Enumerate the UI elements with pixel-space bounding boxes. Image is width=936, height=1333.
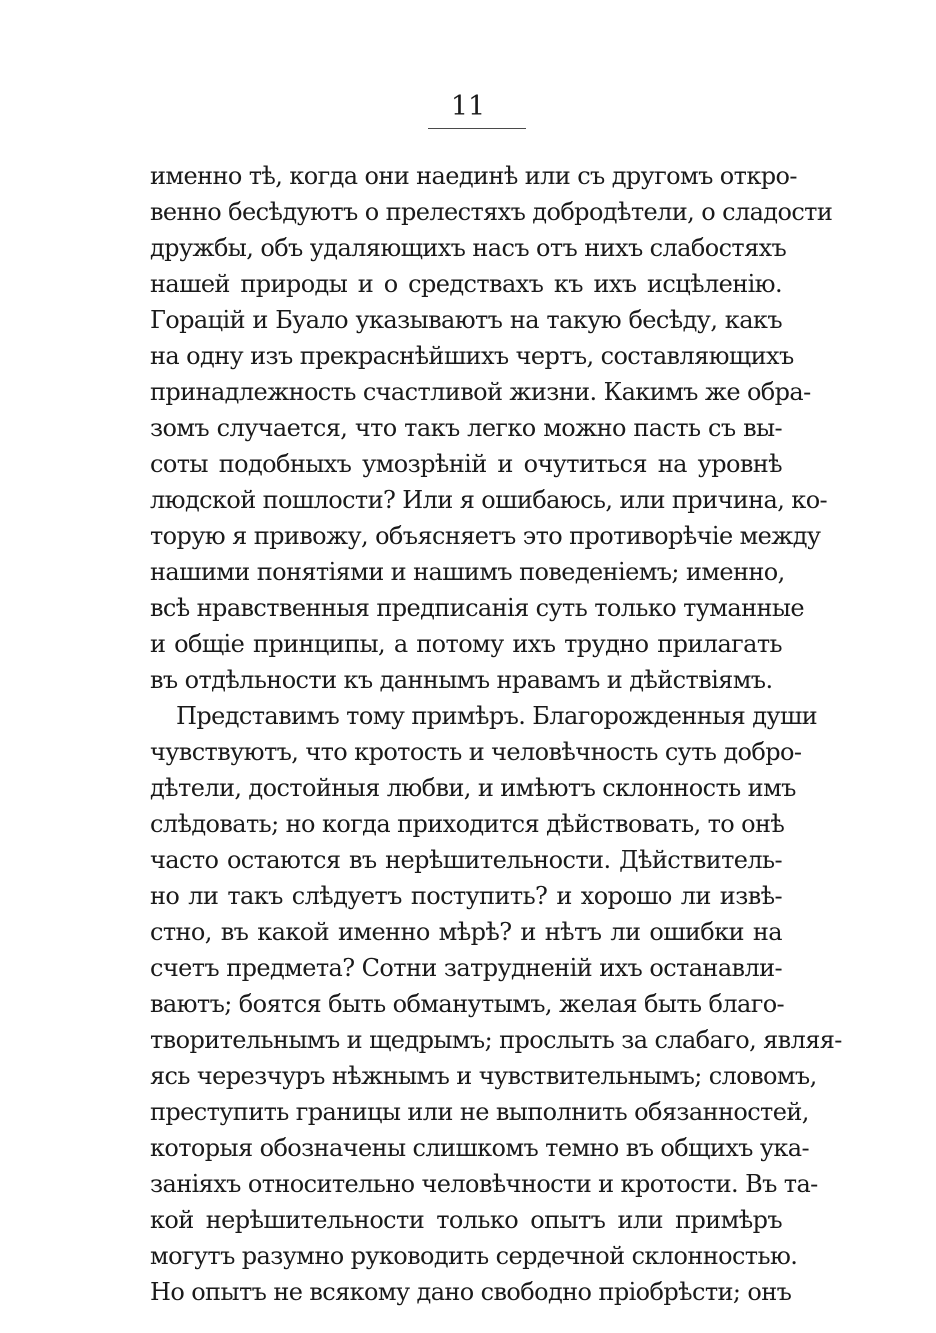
text-line: всѣ нравственныя предписанія суть только туманные [150,594,804,622]
text-line: которыя обозначены слишкомъ темно въ общихъ ука- [150,1134,809,1162]
text-line: дѣтели, достойныя любви, и имѣютъ склонность имъ [150,774,796,802]
text-line: въ отдѣльности къ даннымъ нравамъ и дѣйствіямъ. [150,666,773,694]
text-line: слѣдовать; но когда приходится дѣйствовать, то онѣ [150,810,785,838]
text-line: и общіе принципы, а потому ихъ трудно прилагать [150,630,782,658]
text-line: могутъ разумно руководить сердечной склонностью. [150,1242,798,1270]
text-line: стно, въ какой именно мѣрѣ? и нѣтъ ли ошибки на [150,918,782,946]
text-line: Представимъ тому примѣръ. Благорожденныя души [176,702,818,730]
text-line: Но опытъ не всякому дано свободно пріобрѣсти; онъ [150,1278,792,1306]
text-line: часто остаются въ нерѣшительности. Дѣйствитель- [150,846,782,874]
page-number-rule [428,128,526,129]
text-line: счетъ предмета? Сотни затрудненій ихъ останавли- [150,954,782,982]
text-line: торую я привожу, объясняетъ это противорѣчіе между [150,522,821,550]
text-line: именно тѣ, когда они наединѣ или съ другомъ откро- [150,162,797,190]
text-line: соты подобныхъ умозрѣній и очутиться на уровнѣ [150,450,782,478]
body-text [150,158,842,1310]
text-line: людской пошлости? Или я ошибаюсь, или причина, ко- [150,486,828,514]
text-line: кой нерѣшительности только опытъ или примѣръ [150,1206,782,1234]
text-line: чувствуютъ, что кротость и человѣчность суть добро- [150,738,802,766]
text-line: заніяхъ относительно человѣчности и кротости. Въ та- [150,1170,818,1198]
text-line: принадлежность счастливой жизни. Какимъ же обра- [150,378,811,406]
text-line: венно бесѣдуютъ о прелестяхъ добродѣтели, о сладости [150,198,833,226]
text-line: на одну изъ прекраснѣйшихъ чертъ, составляющихъ [150,342,794,370]
text-line: но ли такъ слѣдуетъ поступить? и хорошо ли извѣ- [150,882,782,910]
text-line: творительнымъ и щедрымъ; прослыть за слабаго, являя- [150,1026,842,1054]
text-line: преступить границы или не выполнить обязанностей, [150,1098,809,1126]
text-line: дружбы, объ удаляющихъ насъ отъ нихъ слабостяхъ [150,234,787,262]
page-number: 11 [450,91,486,122]
text-line: Горацій и Буало указываютъ на такую бесѣду, какъ [150,306,782,334]
text-line: ясь черезчуръ нѣжнымъ и чувствительнымъ; словомъ, [150,1062,817,1090]
text-line: зомъ случается, что такъ легко можно пасть съ вы- [150,414,782,442]
text-line: нашей природы и о средствахъ къ ихъ исцѣленію. [150,270,782,298]
text-line: нашими понятіями и нашимъ поведеніемъ; именно, [150,558,785,586]
text-line: ваютъ; боятся быть обманутымъ, желая быть благо- [150,990,785,1018]
